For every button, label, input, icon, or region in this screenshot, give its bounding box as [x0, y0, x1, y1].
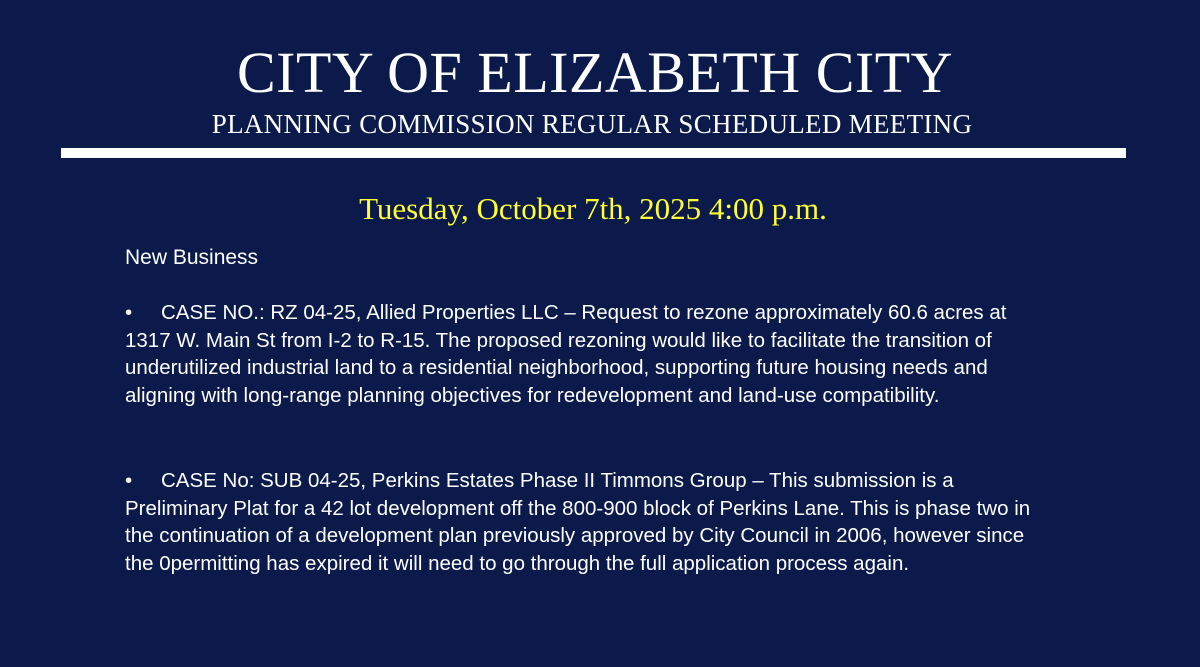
agenda-item-case-1 [125, 299, 1045, 409]
section-heading-new-business: New Business [125, 246, 259, 269]
header-divider [61, 148, 1126, 158]
page-title: CITY OF ELIZABETH CITY [236, 40, 954, 105]
agenda-item-text: CASE NO.: RZ 04-25, Allied Properties LLC – Request to rezone approximately 60.6 acres at 1317 W. Main St from I-2 to R-15. The proposed rezoning would like to facilitate the transition of underutilized industrial land to a residential neighborhood, supporting future housing needs and aligning with long-range planning objectives for redevelopment and land-use compatibility. [125, 301, 1007, 407]
page-subtitle: PLANNING COMMISSION REGULAR SCHEDULED MEETING [211, 109, 973, 139]
meeting-date-time: Tuesday, October 7th, 2025 4:00 p.m. [359, 191, 827, 226]
bullet-icon: • [125, 301, 133, 324]
agenda-item-text: CASE No: SUB 04-25, Perkins Estates Phase II Timmons Group – This submission is a Preliminary Plat for a 42 lot development off the 800-900 block of Perkins Lane. This is phase two in the continuation of a development plan previously approved by City Council in 2006, however since the 0permitting has expired it will need to go through the full application process again. [125, 469, 1031, 575]
agenda-item-case-2 [125, 467, 1045, 577]
bullet-icon: • [125, 469, 133, 492]
